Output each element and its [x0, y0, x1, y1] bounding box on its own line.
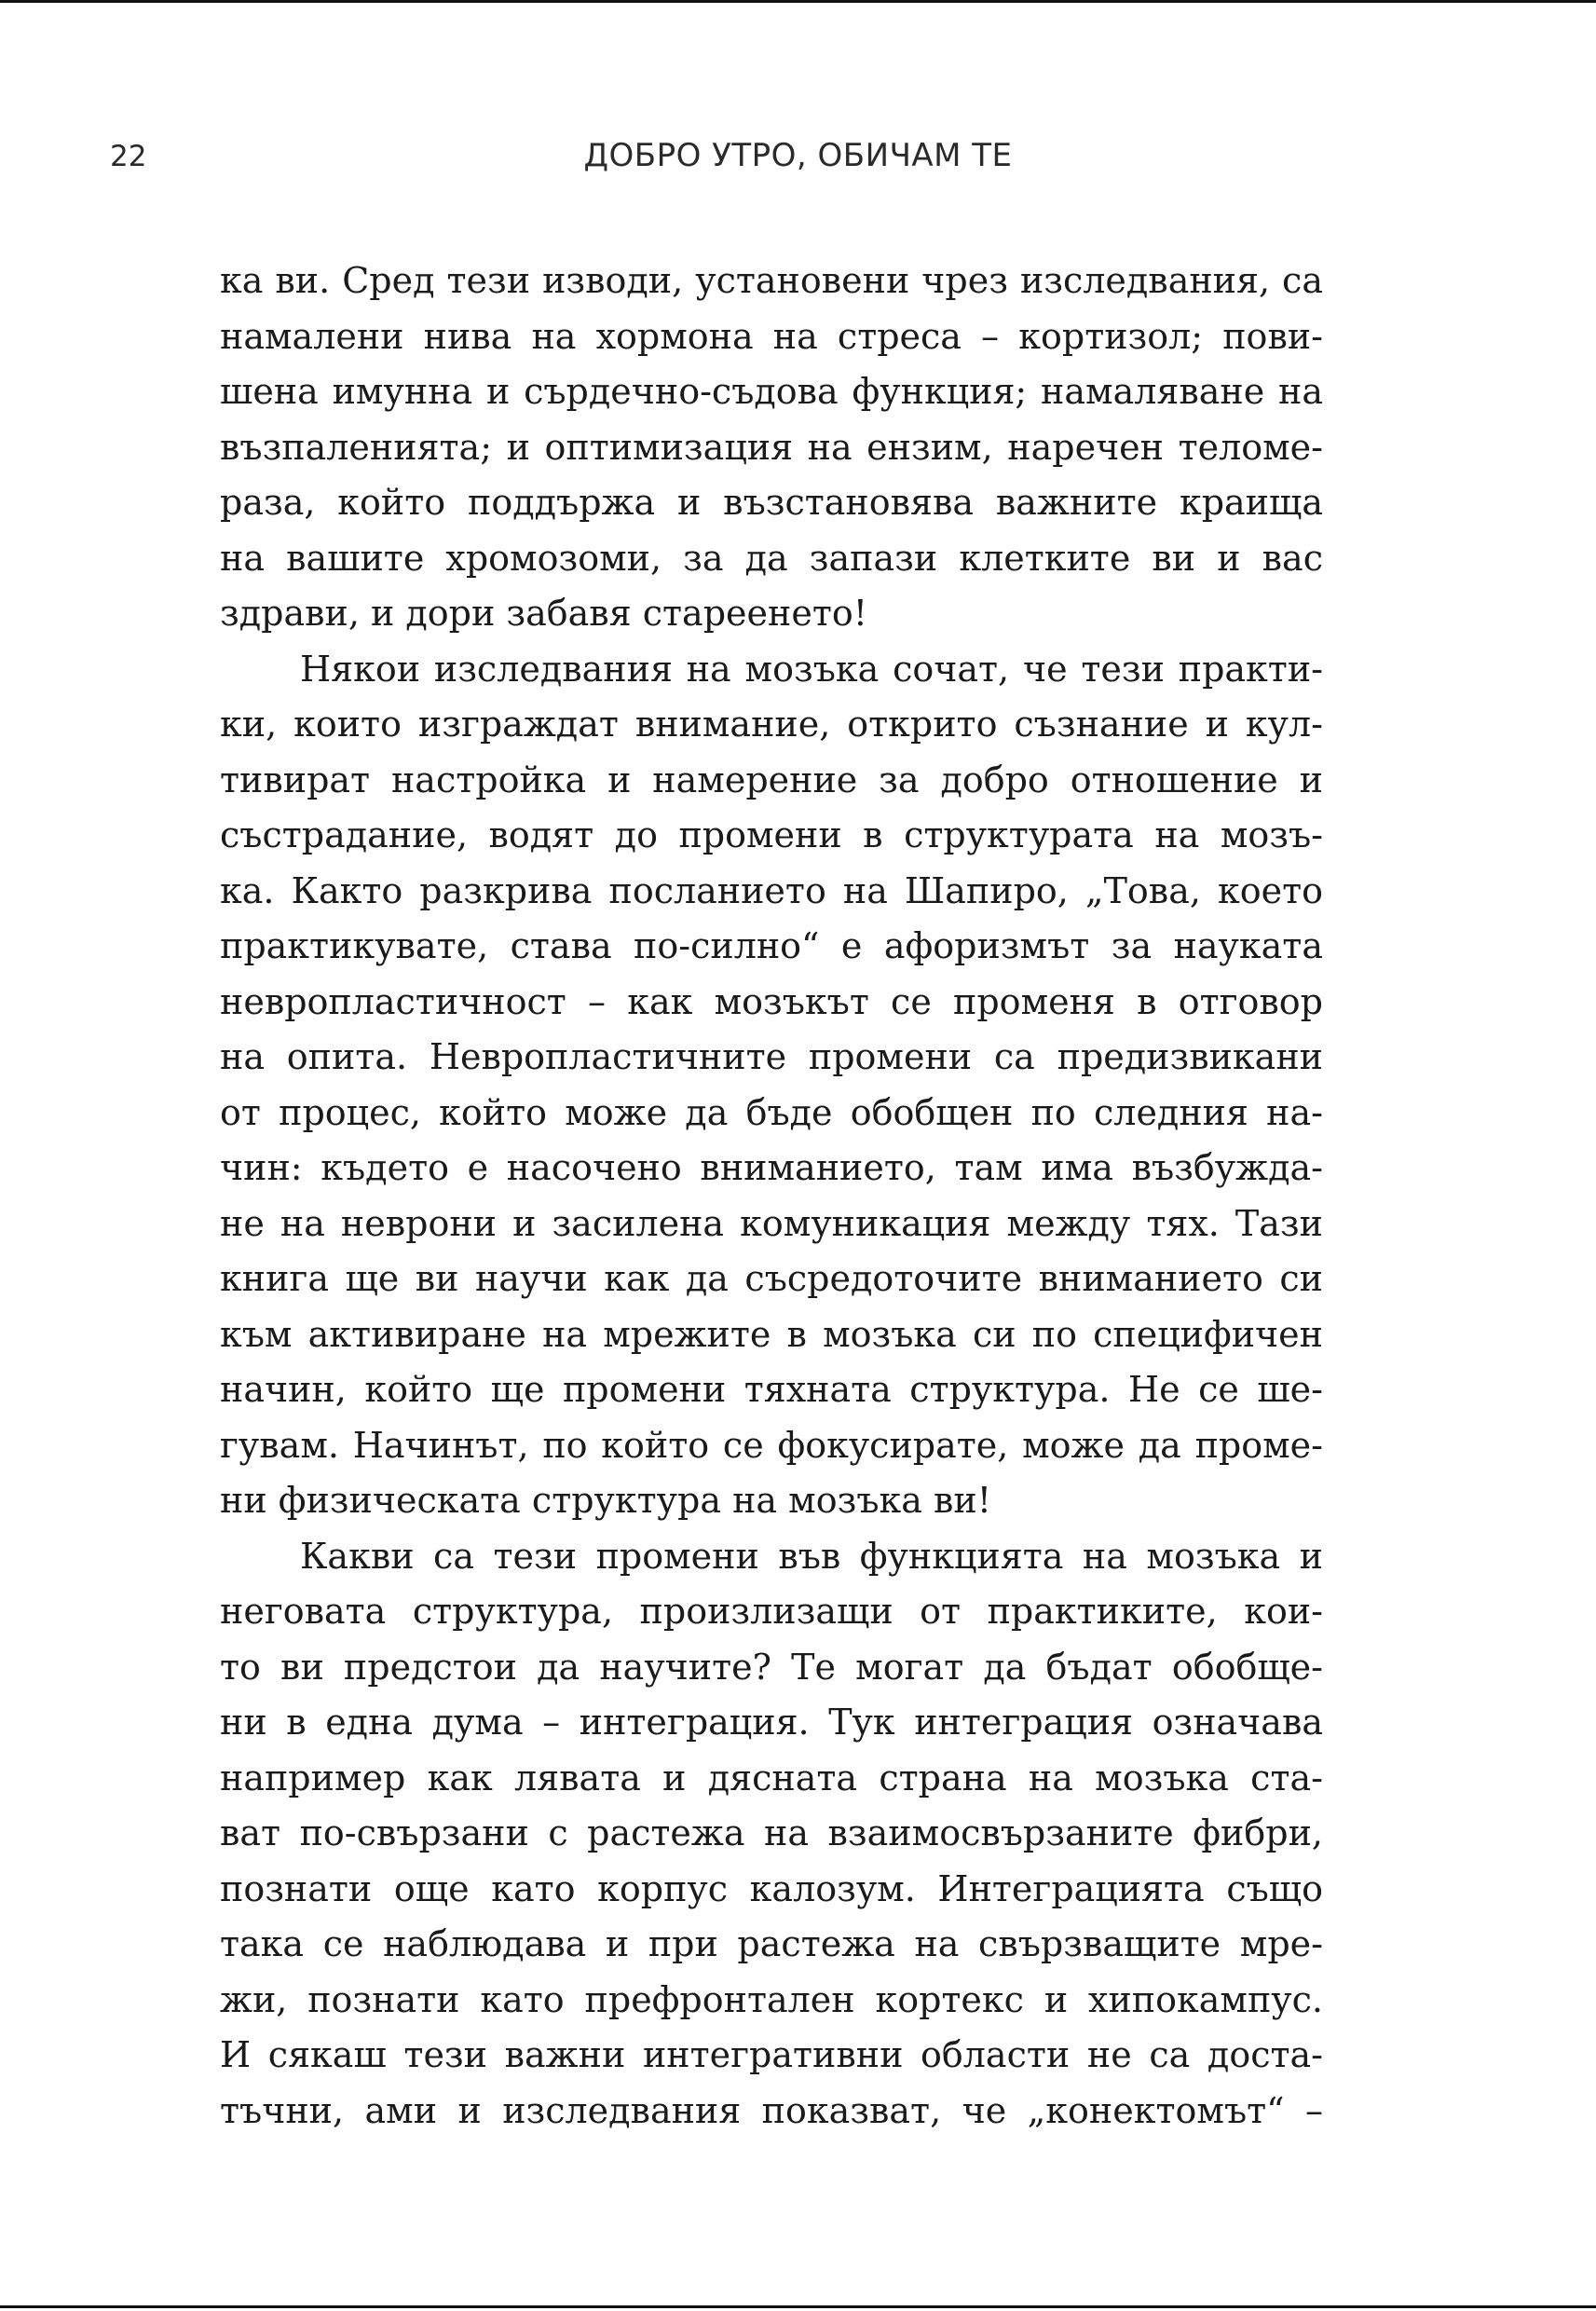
text-line: практикувате, става по-силно“ е афоризмът за науката: [220, 925, 1323, 966]
running-title: ДОБРО УТРО, ОБИЧАМ ТЕ: [583, 137, 1013, 174]
text-line: И сякаш тези важни интегративни области не са доста-: [220, 2034, 1323, 2075]
text-line: невропластичност – как мозъкът се променя в отговор: [220, 980, 1323, 1022]
text-line: така се наблюдава и при растежа на свързващите мре-: [220, 1923, 1323, 1964]
text-line: ки, които изграждат внимание, открито съзнание и кул-: [220, 704, 1323, 745]
text-line: книга ще ви научи как да съсредоточите вниманието си: [220, 1258, 1323, 1299]
page-top-edge: [0, 0, 1596, 3]
page-number: 22: [110, 140, 147, 173]
text-line: ни в една дума – интеграция. Тук интеграция означава: [220, 1702, 1323, 1743]
text-line: на вашите хромозоми, за да запази клетките ви и вас: [220, 537, 1323, 579]
text-line: ка. Както разкрива посланието на Шапиро, „Това, което: [220, 869, 1323, 911]
text-line: възпаленията; и оптимизация на ензим, наречен теломе-: [220, 426, 1323, 468]
text-line: тъчни, ами и изследвания показват, че „конектомът“ –: [220, 2089, 1323, 2131]
text-line: шена имунна и сърдечно-съдова функция; намаляване на: [220, 371, 1323, 412]
text-line: ват по-свързани с растежа на взаимосвързаните фибри,: [220, 1812, 1323, 1853]
paragraph-first-line: Някои изследвания на мозъка сочат, че тези практи-: [300, 648, 1323, 690]
text-line: ни физическата структура на мозъка ви!: [220, 1480, 991, 1521]
text-line: не на неврони и засилена комуникация между тях. Тази: [220, 1202, 1323, 1244]
text-line: на опита. Невропластичните промени са предизвикани: [220, 1036, 1323, 1077]
text-line: начин, който ще промени тяхната структура. Не се ше-: [220, 1369, 1323, 1410]
text-line: то ви предстои да научите? Те могат да бъдат обобще-: [220, 1646, 1323, 1688]
text-line: например как лявата и дясната страна на мозъка ста-: [220, 1757, 1323, 1798]
text-line: раза, който поддържа и възстановява важните краища: [220, 482, 1323, 523]
text-line: неговата структура, произлизащи от практиките, кои-: [220, 1591, 1323, 1632]
text-line: към активиране на мрежите в мозъка си по специфичен: [220, 1313, 1323, 1355]
text-line: гувам. Начинът, по който се фокусирате, може да проме-: [220, 1424, 1323, 1466]
text-line: здрави, и дори забавя стареенето!: [220, 593, 868, 634]
body-text: [220, 253, 1323, 2139]
text-line: състрадание, водят до промени в структурата на мозъ-: [220, 814, 1323, 855]
paragraph-first-line: Какви са тези промени във функцията на мозъка и: [300, 1535, 1323, 1577]
text-line: намалени нива на хормона на стреса – кортизол; пови-: [220, 315, 1323, 357]
text-line: жи, познати като префронтален кортекс и хипокампус.: [220, 1978, 1323, 2020]
text-line: от процес, който може да бъде обобщен по следния на-: [220, 1091, 1323, 1133]
text-line: познати още като корпус калозум. Интеграцията също: [220, 1867, 1323, 1909]
page-bottom-edge: [0, 2305, 1596, 2308]
text-line: тивират настройка и намерение за добро отношение и: [220, 759, 1323, 800]
text-line: чин: където е насочено вниманието, там има възбужда-: [220, 1147, 1323, 1188]
text-line: ка ви. Сред тези изводи, установени чрез изследвания, са: [220, 260, 1323, 301]
